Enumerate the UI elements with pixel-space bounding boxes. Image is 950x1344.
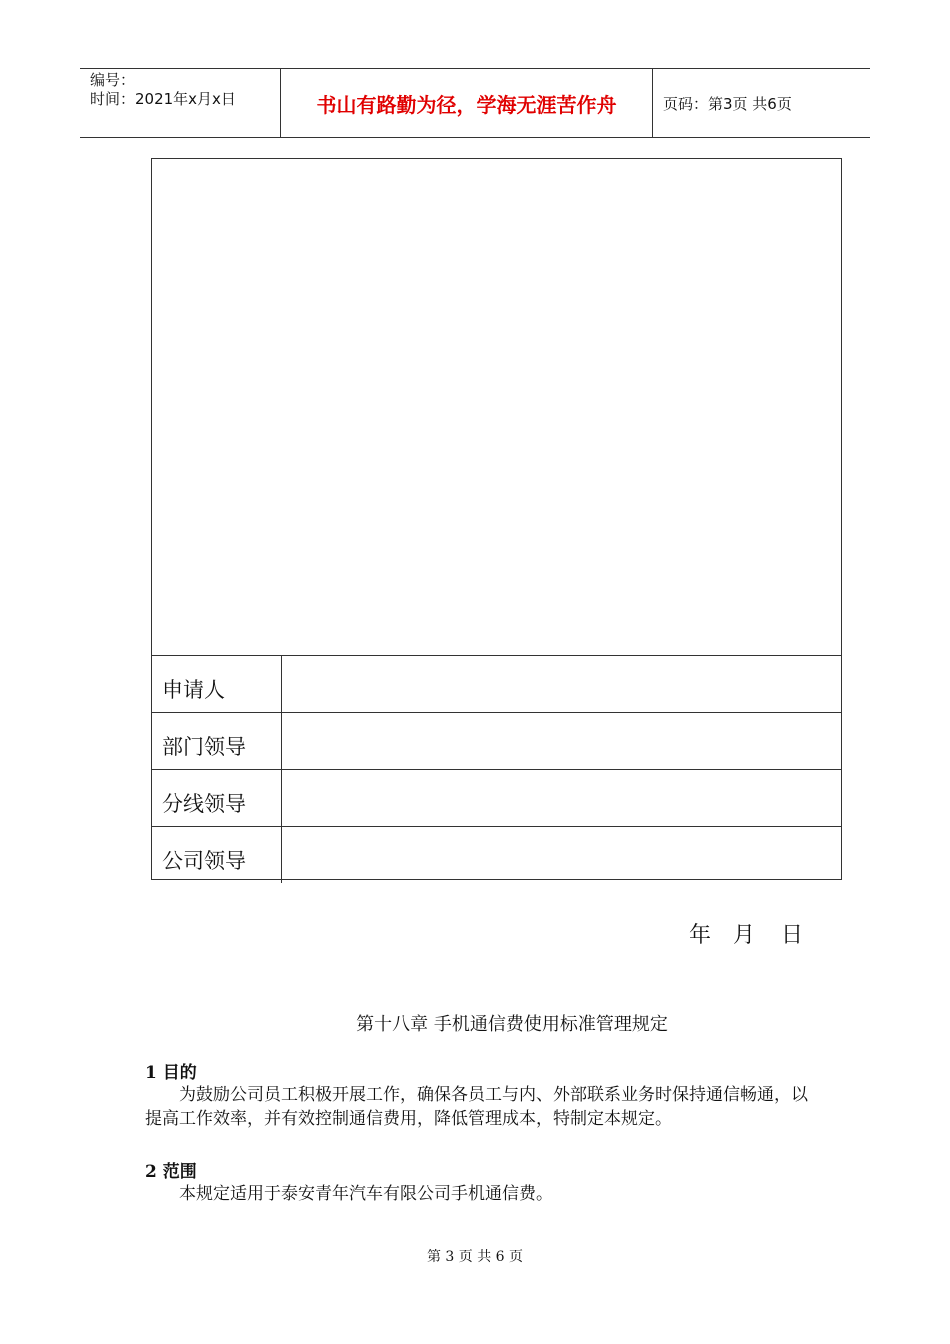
company-leader-label: 公司领导: [152, 827, 282, 883]
line-leader-signature-field[interactable]: [282, 770, 841, 826]
page-header: [80, 68, 870, 138]
applicant-label: 申请人: [152, 656, 282, 712]
form-row-department-leader: [152, 713, 841, 770]
date-month: 月: [733, 923, 756, 948]
department-leader-signature-field[interactable]: [282, 713, 841, 769]
date-year: 年: [689, 923, 712, 948]
page-footer: 第 3 页 共 6 页: [426, 1249, 524, 1265]
header-page-info: 页码：第3页 共6页: [663, 94, 792, 113]
document-time-label: 时间：2021年x月x日: [90, 90, 236, 108]
document-number-label: 编号：: [90, 71, 136, 89]
form-content-area[interactable]: [152, 159, 841, 656]
form-row-line-leader: [152, 770, 841, 827]
date-day: 日: [781, 923, 804, 948]
section-1-text: 为鼓励公司员工积极开展工作，确保各员工与内、外部联系业务时保持通信畅通，以提高工作效率，并有效控制通信费用，降低管理成本，特制定本规定。: [145, 1085, 808, 1129]
chapter-title: 第十八章 手机通信费使用标准管理规定: [356, 1014, 668, 1035]
section-2-heading: 2 范围: [145, 1162, 197, 1182]
header-meta: [80, 69, 281, 137]
form-row-company-leader: [152, 827, 841, 883]
applicant-signature-field[interactable]: [282, 656, 841, 712]
form-row-applicant: [152, 656, 841, 713]
company-leader-signature-field[interactable]: [282, 827, 841, 883]
form-date-line: [689, 918, 803, 949]
section-2-text: 本规定适用于泰安青年汽车有限公司手机通信费。: [179, 1184, 553, 1204]
section-1-heading: 1 目的: [145, 1063, 197, 1083]
department-leader-label: 部门领导: [152, 713, 282, 769]
application-form: [151, 158, 842, 880]
line-leader-label: 分线领导: [152, 770, 282, 826]
header-motto: 书山有路勤为径，学海无涯苦作舟: [281, 69, 653, 137]
